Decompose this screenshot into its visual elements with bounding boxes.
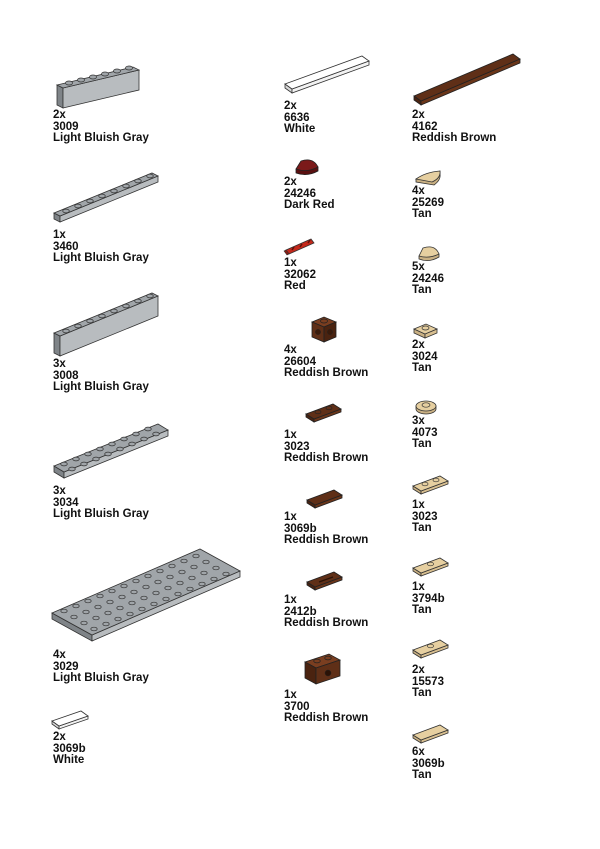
part-label bbox=[284, 690, 368, 725]
part-color: Light Bluish Gray bbox=[53, 381, 149, 393]
part-number: 3069b bbox=[284, 522, 317, 535]
part-color: Red bbox=[284, 280, 306, 292]
part-label bbox=[284, 430, 368, 465]
part-label bbox=[284, 177, 335, 212]
part-qty: 2x bbox=[284, 176, 297, 188]
part-qty: 2x bbox=[284, 100, 297, 112]
part-label bbox=[412, 665, 444, 700]
part-qty: 4x bbox=[53, 649, 66, 661]
part-label bbox=[284, 512, 368, 547]
part-qty: 1x bbox=[53, 229, 66, 241]
part-label bbox=[284, 595, 368, 630]
part-label bbox=[53, 486, 149, 521]
part-number: 32062 bbox=[284, 268, 316, 281]
part-number: 3700 bbox=[284, 700, 310, 713]
part-color: Reddish Brown bbox=[284, 712, 369, 724]
part-image-24246 bbox=[293, 157, 321, 177]
part-number: 3069b bbox=[412, 757, 445, 770]
part-number: 3023 bbox=[284, 440, 310, 453]
part-image-3034 bbox=[52, 416, 172, 486]
part-label bbox=[412, 110, 496, 145]
part-number: 15573 bbox=[412, 675, 444, 688]
part-color: Light Bluish Gray bbox=[53, 508, 149, 520]
part-color: Tan bbox=[412, 362, 432, 374]
part-color: White bbox=[284, 123, 316, 135]
part-number: 3008 bbox=[53, 369, 79, 382]
part-number: 4162 bbox=[412, 120, 438, 133]
part-qty: 1x bbox=[284, 511, 297, 523]
part-qty: 6x bbox=[412, 746, 425, 758]
part-color: Light Bluish Gray bbox=[53, 672, 149, 684]
part-image-3069b bbox=[50, 708, 92, 732]
part-color: Light Bluish Gray bbox=[53, 252, 149, 264]
part-color: Reddish Brown bbox=[284, 617, 369, 629]
part-number: 3023 bbox=[412, 510, 438, 523]
part-image-3460 bbox=[52, 168, 164, 228]
part-label bbox=[53, 110, 149, 145]
part-label bbox=[284, 101, 315, 136]
part-number: 3794b bbox=[412, 592, 445, 605]
part-qty: 4x bbox=[284, 344, 297, 356]
part-qty: 3x bbox=[53, 358, 66, 370]
part-number: 6636 bbox=[284, 111, 310, 124]
part-qty: 1x bbox=[284, 257, 297, 269]
part-image-3024 bbox=[412, 320, 440, 340]
part-color: Tan bbox=[412, 604, 432, 616]
part-color: Reddish Brown bbox=[412, 132, 497, 144]
part-number: 2412b bbox=[284, 605, 317, 618]
part-color: Tan bbox=[412, 208, 432, 220]
part-label bbox=[53, 650, 149, 685]
part-number: 3069b bbox=[53, 742, 86, 755]
part-color: Light Bluish Gray bbox=[53, 132, 149, 144]
part-label bbox=[412, 416, 438, 451]
part-color: Tan bbox=[412, 438, 432, 450]
part-image-3069b bbox=[411, 722, 451, 746]
part-image-15573 bbox=[411, 638, 451, 660]
part-label bbox=[284, 345, 368, 380]
part-qty: 2x bbox=[53, 109, 66, 121]
part-label bbox=[53, 732, 86, 767]
part-number: 26604 bbox=[284, 355, 316, 368]
part-label bbox=[412, 582, 445, 617]
part-image-6636 bbox=[283, 52, 373, 96]
part-number: 25269 bbox=[412, 196, 444, 209]
part-number: 24246 bbox=[412, 272, 444, 285]
part-qty: 2x bbox=[53, 731, 66, 743]
part-color: Tan bbox=[412, 284, 432, 296]
part-qty: 2x bbox=[412, 109, 425, 121]
part-qty: 1x bbox=[412, 499, 425, 511]
part-color: Dark Red bbox=[284, 199, 335, 211]
part-label bbox=[53, 230, 149, 265]
part-color: Reddish Brown bbox=[284, 367, 369, 379]
part-color: Tan bbox=[412, 769, 432, 781]
part-qty: 1x bbox=[284, 689, 297, 701]
part-qty: 1x bbox=[284, 594, 297, 606]
part-label bbox=[284, 258, 316, 293]
part-number: 4073 bbox=[412, 426, 438, 439]
part-image-4162 bbox=[412, 50, 524, 110]
part-number: 3034 bbox=[53, 496, 79, 509]
part-qty: 3x bbox=[53, 485, 66, 497]
part-qty: 3x bbox=[412, 415, 425, 427]
part-image-3023 bbox=[411, 474, 451, 496]
part-color: Tan bbox=[412, 522, 432, 534]
part-label bbox=[412, 500, 438, 535]
part-label bbox=[412, 262, 444, 297]
part-image-4073 bbox=[414, 398, 438, 416]
part-image-3700 bbox=[303, 652, 343, 686]
part-color: Reddish Brown bbox=[284, 452, 369, 464]
part-image-3794b bbox=[411, 556, 451, 578]
part-label bbox=[412, 340, 438, 375]
part-number: 3029 bbox=[53, 660, 79, 673]
part-label bbox=[412, 747, 445, 782]
part-qty: 2x bbox=[412, 664, 425, 676]
part-color: Tan bbox=[412, 687, 432, 699]
part-qty: 1x bbox=[412, 581, 425, 593]
part-image-2412b bbox=[305, 570, 345, 592]
part-qty: 2x bbox=[412, 339, 425, 351]
part-image-26604 bbox=[310, 314, 338, 344]
part-color: White bbox=[53, 754, 85, 766]
part-number: 3460 bbox=[53, 240, 79, 253]
part-image-32062 bbox=[283, 236, 317, 256]
part-qty: 1x bbox=[284, 429, 297, 441]
part-label bbox=[412, 186, 444, 221]
part-label bbox=[53, 359, 149, 394]
part-image-3023 bbox=[304, 402, 344, 424]
part-qty: 5x bbox=[412, 261, 425, 273]
part-number: 3009 bbox=[53, 120, 79, 133]
part-number: 24246 bbox=[284, 187, 316, 200]
part-qty: 4x bbox=[412, 185, 425, 197]
part-image-3008 bbox=[52, 286, 164, 358]
part-image-3009 bbox=[55, 50, 145, 110]
part-number: 3024 bbox=[412, 350, 438, 363]
part-image-3029 bbox=[50, 545, 242, 645]
part-image-3069b bbox=[305, 488, 345, 510]
part-color: Reddish Brown bbox=[284, 534, 369, 546]
